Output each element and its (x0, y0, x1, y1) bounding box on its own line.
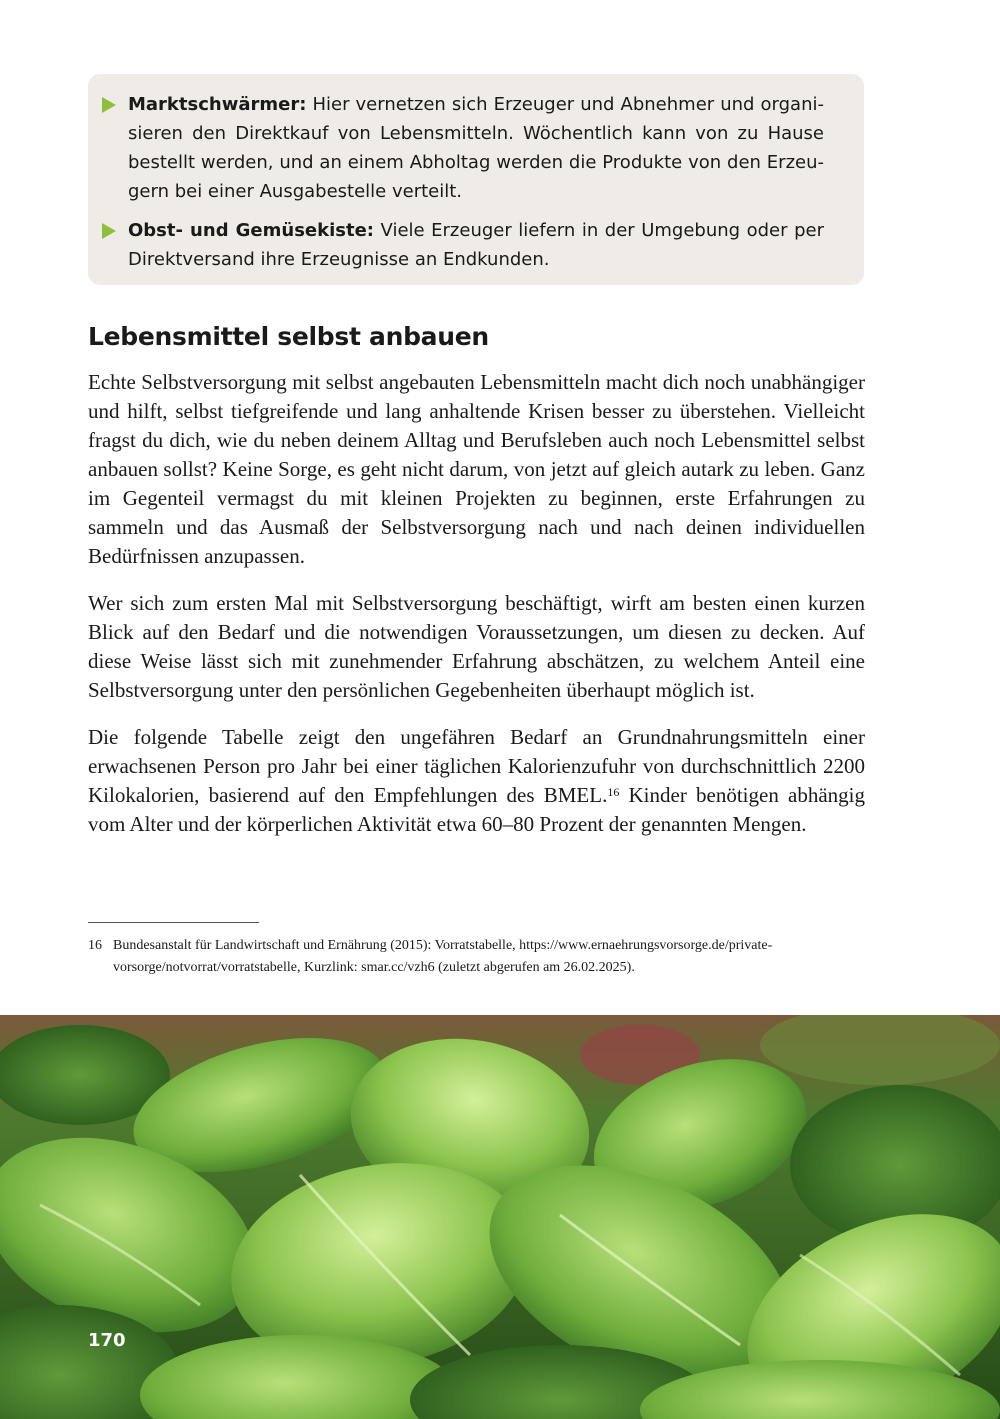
paragraph: Echte Selbstversorgung mit selbst angebauten Lebensmitteln macht dich noch unabhängiger und hilft, selbst tiefgreifende und lang anhaltende Krisen besser zu überstehen. Vielleicht fragst du dich, wie du neben deinem Alltag und Berufsleben auch noch Lebensmittel selbst anbauen sollst? Keine Sorge, es geht nicht darum, von jetzt auf gleich autark zu leben. Ganz im Gegenteil vermagst du mit kleinen Projekten zu beginnen, erste Erfahrungen zu sammeln und das Ausmaß der Selbstversorgung nach und nach deinen individuellen Bedürfnissen anzupassen. (88, 370, 865, 568)
paragraph (88, 723, 865, 839)
footnote-divider (88, 922, 259, 923)
paragraph: Wer sich zum ersten Mal mit Selbstversorgung beschäftigt, wirft am besten einen kurzen Blick auf den Bedarf und die notwendigen Voraussetzungen, um diesen zu decken. Auf diese Weise lässt sich mit zunehmender Erfahrung abschätzen, zu welchem Anteil eine Selbstversorgung unter den persönlichen Gegebenheiten überhaupt möglich ist. (88, 591, 865, 702)
triangle-bullet-icon (102, 223, 116, 239)
section-heading: Lebensmittel selbst anbauen (88, 322, 489, 351)
footnote-number: 16 (88, 938, 102, 953)
list-item-text: Hier vernetzen sich Erzeuger und Abnehmer und organisieren den Direktkauf von Lebensmitteln. Wöchentlich kann von zu Hause bestellt werden, und an einem Abholtag werden die Produkte von den Erzeugern bei einer Ausgabestelle verteilt. (128, 94, 824, 202)
page-number: 170 (88, 1330, 126, 1351)
triangle-bullet-icon (102, 97, 116, 113)
list-item-term: Obst- und Gemüsekiste: (128, 220, 374, 241)
list-item-term: Marktschwärmer: (128, 94, 307, 115)
footnote (88, 935, 864, 979)
footnote-reference[interactable]: 16 (607, 785, 620, 799)
leafy-greens-photo (0, 1015, 1000, 1419)
info-box (88, 74, 864, 285)
paragraph-text: Die folgende Tabelle zeigt den ungefähren Bedarf an Grundnahrungsmitteln einer erwachsenen Person pro Jahr bei einer täglichen Kalorienzufuhr von durchschnittlich 2200 Kilokalorien, basierend auf den Empfehlungen des BMEL. (88, 725, 865, 807)
footnote-text: Bundesanstalt für Landwirtschaft und Ernährung (2015): Vorratstabelle, https://www.ernaehrungsvorsorge.de/private-vorsorge/notvorrat/vorratstabelle, Kurzlink: smar.cc/vzh6 (zuletzt abgerufen am 26.02.2025). (113, 938, 773, 975)
list-item (128, 90, 824, 206)
list-item-text: Viele Erzeuger liefern in der Umgebung oder per Direktversand ihre Erzeugnisse an Endkunden. (128, 220, 824, 270)
paragraph-text: Kinder benötigen abhängig vom Alter und der körperlichen Aktivität etwa 60–80 Prozent der genannten Mengen. (88, 783, 865, 836)
list-item (128, 216, 824, 274)
body-text (88, 368, 865, 857)
